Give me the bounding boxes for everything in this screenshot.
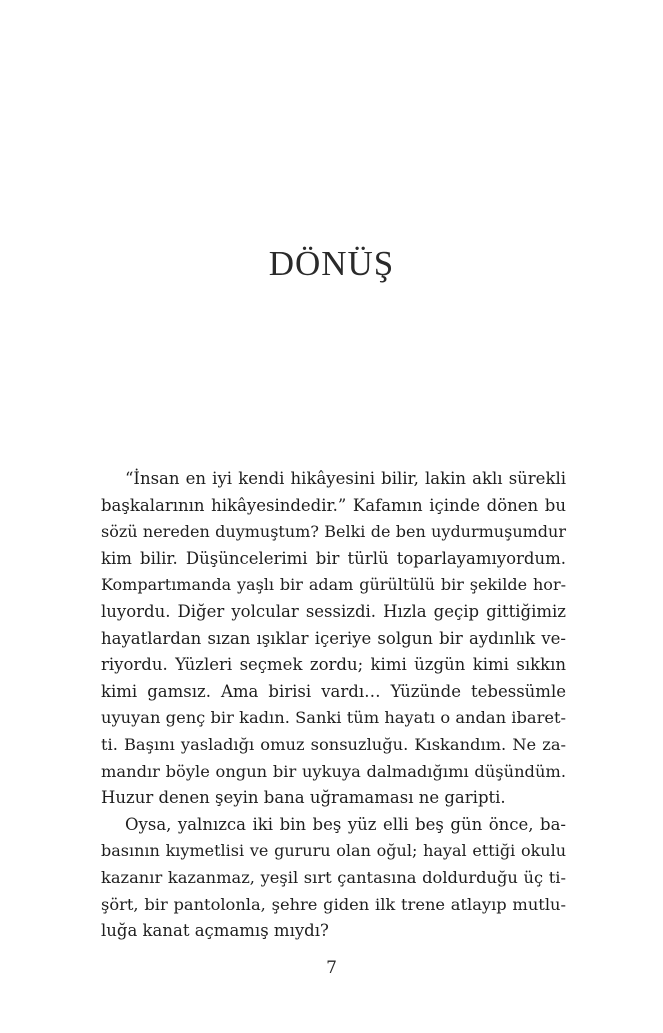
text-line: sözü nereden duymuştum? Belki de ben uydurmuşumdur: [101, 522, 566, 542]
text-line: kazanır kazanmaz, yeşil sırt çantasına doldurduğu üç ti-: [101, 867, 566, 887]
text-line: luğa kanat açmamış mıydı?: [101, 921, 329, 941]
text-line: hayatlardan sızan ışıklar içeriye solgun bir aydınlık ve-: [101, 628, 566, 648]
text-line: Oysa, yalnızca iki bin beş yüz elli beş gün önce, ba-: [125, 814, 566, 834]
text-line: kim bilir. Düşüncelerimi bir türlü toparlayamıyordum.: [101, 548, 566, 568]
text-line: ti. Başını yasladığı omuz sonsuzluğu. Kıskandım. Ne za-: [101, 734, 566, 754]
chapter-title: DÖNÜŞ: [268, 244, 395, 283]
text-line: “İnsan en iyi kendi hikâyesini bilir, lakin aklı sürekli: [125, 469, 566, 488]
text-line: başkalarının hikâyesindedir.” Kafamın içinde dönen bu: [101, 495, 566, 515]
text-line: riyordu. Yüzleri seçmek zordu; kimi üzgün kimi sıkkın: [101, 655, 566, 675]
page-number: 7: [326, 958, 337, 978]
paragraph: [101, 466, 566, 812]
text-line: şört, bir pantolonla, şehre giden ilk trene atlayıp mutlu-: [101, 894, 566, 914]
text-line: basının kıymetlisi ve gururu olan oğul; hayal ettiği okulu: [101, 841, 566, 861]
paragraph: [101, 812, 566, 945]
text-line: kimi gamsız. Ama birisi vardı… Yüzünde tebessümle: [101, 681, 566, 701]
text-line: Huzur denen şeyin bana uğramaması ne garipti.: [101, 788, 506, 808]
text-line: mandır böyle ongun bir uykuya dalmadığımı düşündüm.: [101, 761, 566, 781]
text-line: luyordu. Diğer yolcular sessizdi. Hızla geçip gittiğimiz: [101, 601, 566, 621]
text-line: Kompartımanda yaşlı bir adam gürültülü bir şekilde hor-: [101, 575, 566, 595]
body-text: [101, 466, 566, 945]
text-line: uyuyan genç bir kadın. Sanki tüm hayatı o andan ibaret-: [101, 708, 566, 728]
